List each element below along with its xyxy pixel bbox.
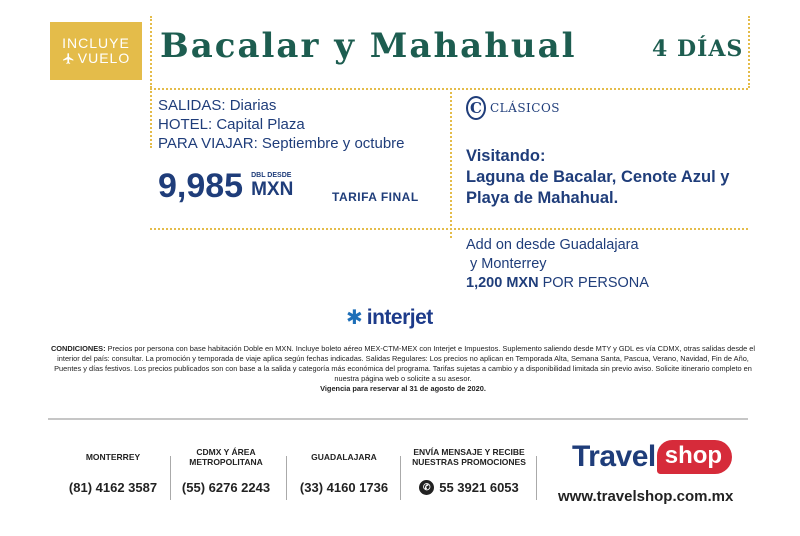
divider-right-top (748, 16, 750, 88)
conditions-body: Precios por persona con base habitación Doble en MXN. Incluye boleto aéreo MEX-CTM-MEX con Interjet e Impuestos. Suplemento saliendo desde MTY y GDL es vía CDMX, otras salidas desde el interior del país: consultar. La promoción y temporada de viaje aplica según fechas indicadas. Salidas Regulares: Los precios no aplican en Temporada Alta, Semana Santa, Pascua, Verano, Navidad, Fin de Año, Puentes y días festivos. Los precios publicados son con base a la salida y categoría más económica del programa. Tarifas sujetas a cambio y a disponibilidad limitada sin previo aviso. Solicite itinerario completo en nuestra página web o solicite a su asesor. (54, 344, 756, 383)
contact-cdmx (172, 446, 280, 495)
visitando-places: Laguna de Bacalar, Cenote Azul y Playa de Mahahual. (466, 168, 730, 207)
tarifa-final-label: TARIFA FINAL (332, 190, 419, 204)
page-title: Bacalar y Mahahual (160, 26, 577, 66)
viajar-text: PARA VIAJAR: Septiembre y octubre (158, 135, 405, 152)
trip-info (158, 96, 408, 153)
contact-divider (536, 456, 537, 500)
travelshop-logo (572, 440, 732, 474)
contact-phone[interactable]: (33) 4160 1736 (299, 480, 389, 495)
addon-per: POR PERSONA (542, 275, 649, 291)
contact-phone[interactable]: 55 3921 6053 (439, 480, 519, 495)
divider-center (450, 88, 452, 238)
contact-monterrey (58, 446, 168, 495)
conditions-validity: Vigencia para reservar al 31 de agosto de 2020. (320, 384, 486, 393)
category-label (466, 96, 560, 120)
addon-block (466, 236, 766, 293)
contact-guadalajara (290, 446, 398, 495)
website-link[interactable]: www.travelshop.com.mx (558, 488, 734, 505)
contact-divider (286, 456, 287, 500)
footer-separator (48, 418, 748, 420)
duration-days: 4 DÍAS (652, 36, 744, 62)
divider-mid (150, 228, 748, 230)
salidas-text: SALIDAS: Diarias (158, 97, 277, 114)
price-dbl-label: DBL DESDE (251, 172, 292, 179)
whatsapp-icon: ✆ (419, 480, 434, 495)
contact-city: MONTERREY (85, 452, 141, 462)
contact-phone[interactable]: (81) 4162 3587 (68, 480, 158, 495)
category-text: CLÁSICOS (490, 101, 561, 115)
price-block (158, 168, 293, 204)
contact-city: CDMX Y ÁREA METROPOLITANA (189, 447, 263, 467)
divider-header (150, 88, 748, 90)
logo-shop: shop (657, 440, 732, 474)
addon-amount: 1,200 MXN (466, 275, 539, 291)
airplane-icon (62, 52, 75, 65)
visitando-block (466, 146, 766, 209)
airline-logo (346, 306, 433, 330)
incluye-vuelo-badge (50, 22, 142, 80)
badge-line1: INCLUYE (62, 35, 130, 52)
contact-phone[interactable]: (55) 6276 2243 (181, 480, 271, 495)
asterisk-star-icon: ✱ (346, 307, 363, 329)
contact-divider (400, 456, 401, 500)
contact-city: ENVÍA MENSAJE Y RECIBE NUESTRAS PROMOCIONES (412, 447, 526, 467)
conditions-label: CONDICIONES: (50, 344, 106, 353)
contact-whatsapp (404, 446, 534, 495)
conditions-text (48, 344, 758, 394)
clasicos-icon: C (466, 96, 486, 120)
price-currency: MXN (251, 179, 294, 200)
addon-line2: y Monterrey (470, 256, 547, 272)
visitando-heading: Visitando: (466, 147, 546, 165)
airline-name: interjet (366, 306, 433, 329)
addon-line1: Add on desde Guadalajara (466, 237, 639, 253)
price-value: 9,985 (158, 167, 244, 205)
divider-left-top (150, 16, 152, 88)
contact-city: GUADALAJARA (311, 452, 377, 462)
badge-line2: VUELO (77, 50, 131, 66)
contact-divider (170, 456, 171, 500)
logo-travel: Travel (572, 440, 656, 473)
hotel-text: HOTEL: Capital Plaza (158, 116, 305, 133)
divider-left-mid (150, 88, 152, 148)
